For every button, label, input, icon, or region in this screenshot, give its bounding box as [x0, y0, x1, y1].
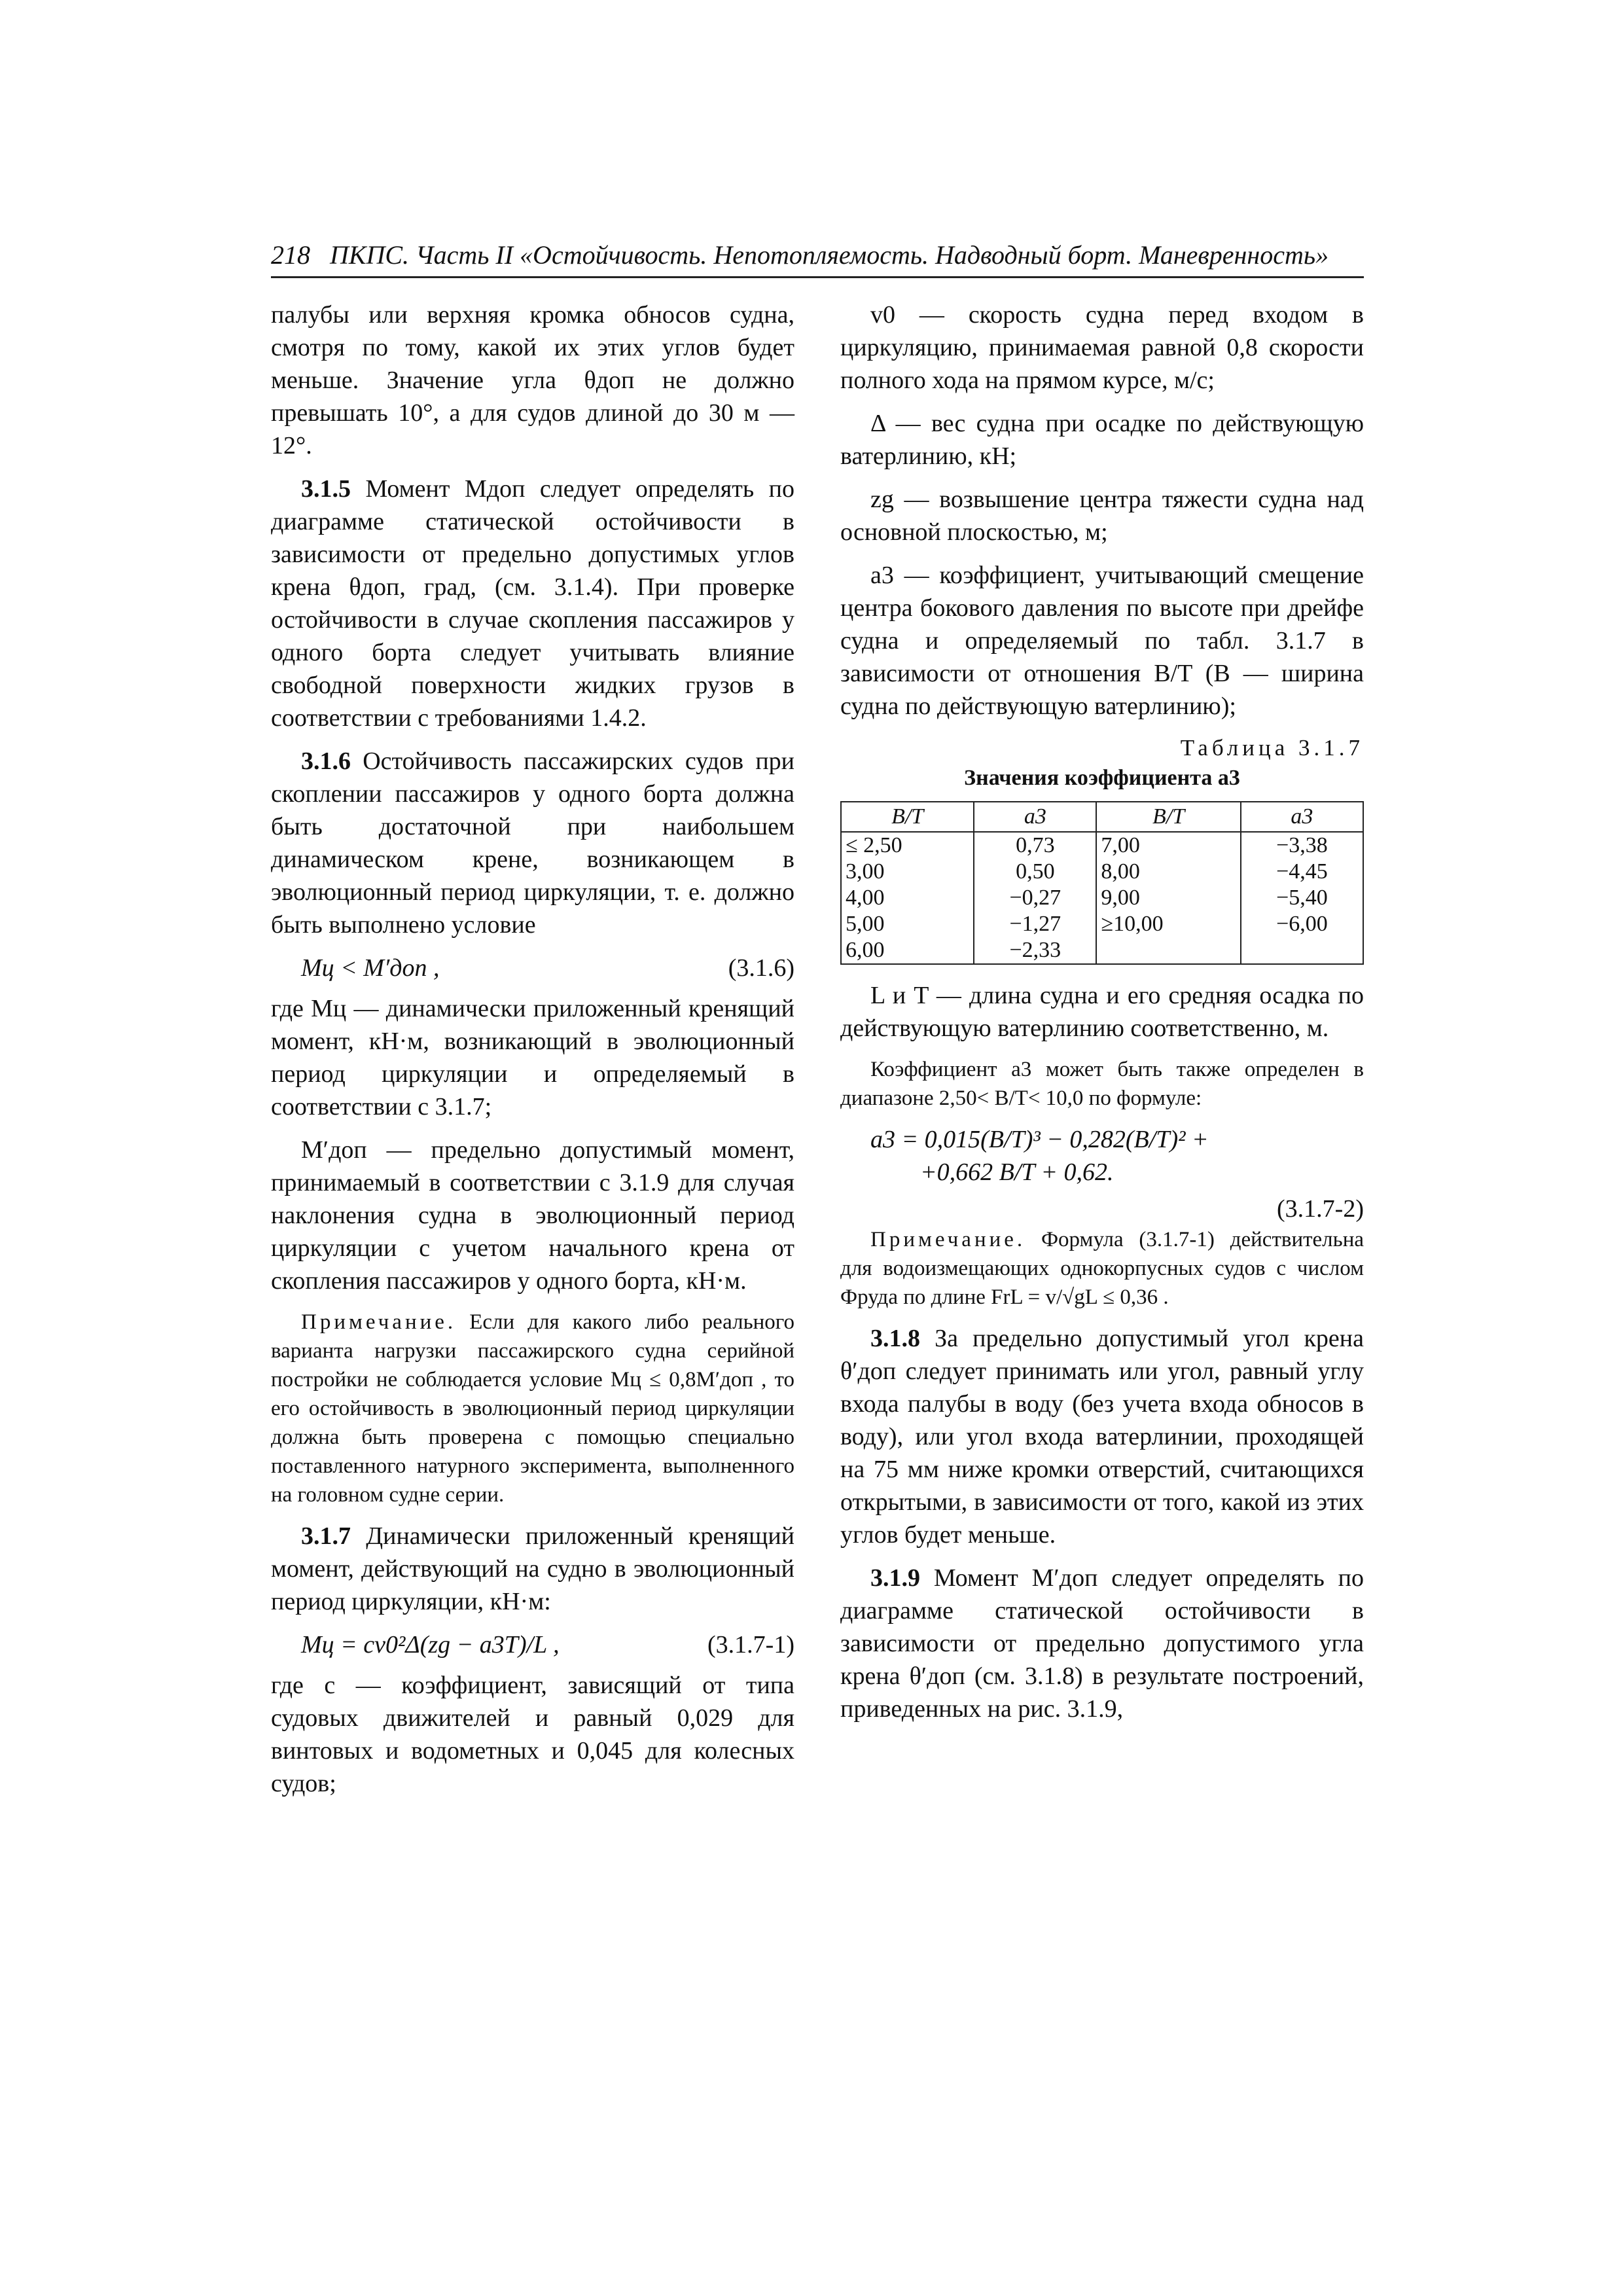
cell-value: 0,50 [1016, 859, 1055, 884]
section-3-1-5 [271, 473, 794, 734]
section-text: Момент M′доп следует определять по диаграмме статической остойчивости в зависимости от предельно допустимого угла крена θ′доп (см. 3.1.8) в результате построений, приведенных на рис. 3.1.9, [840, 1564, 1364, 1723]
table-row [841, 832, 1363, 964]
section-text: Момент Mдоп следует определять по диаграмме статической остойчивости в зависимости от предельно допустимых углов крена θдоп, град, (см. 3.1.4). При проверке остойчивости в случае скопления пассажиров у одного борта следует учитывать влияние свободной поверхности жидких грузов в соответствии с требованиями 1.4.2. [271, 475, 795, 732]
cell-value: −5,40 [1276, 886, 1328, 910]
right-column [840, 298, 1364, 1736]
formula-3-1-6 [271, 952, 794, 984]
cell-value: ≥10,00 [1101, 912, 1164, 936]
section-number: 3.1.5 [301, 475, 351, 503]
left-column [271, 298, 794, 1810]
cell-value: 9,00 [1101, 886, 1140, 910]
cell-value: −1,27 [1009, 912, 1061, 936]
table-title: Значения коэффициента a3 [964, 766, 1240, 790]
table-header-row [841, 802, 1363, 832]
cell-value: 0,73 [1016, 833, 1055, 857]
formula-number: (3.1.7-1) [707, 1631, 794, 1659]
cell-value: 4,00 [846, 886, 885, 910]
definition-c: где c — коэффициент, зависящий от типа судовых движителей и равный 0,029 для винтовых и водометных и 0,045 для колесных судов; [271, 1672, 794, 1797]
formula-3-1-7-1 [271, 1628, 794, 1661]
definition-mc: где Mц — динамически приложенный кренящий момент, кН·м, возникающий в эволюционный период циркуляции и определяемый в соответствии с 3.1.7; [271, 995, 794, 1121]
cell-value: −0,27 [1009, 886, 1061, 910]
definition-l-t: L и T — длина судна и его средняя осадка по действующую ватерлинию соответственно, м. [840, 982, 1364, 1042]
formula-body: Mц = cv0²Δ(zg − a3T)/L , [301, 1631, 560, 1659]
cell-value: ≤ 2,50 [846, 833, 902, 857]
cell-value: −6,00 [1276, 912, 1328, 936]
section-number: 3.1.6 [301, 747, 351, 775]
cell-value: −2,33 [1009, 938, 1061, 962]
formula-line: a3 = 0,015(B/T)³ − 0,282(B/T)² + [870, 1126, 1209, 1153]
table-header-cell: B/T [1096, 802, 1240, 832]
table-cell-a3 [974, 832, 1096, 964]
section-text: Остойчивость пассажирских судов при скоплении пассажиров у одного борта должна быть достаточной при наибольшем динамическом крене, возникающем в эволюционный период циркуляции, т. е. должно быть выполнено условие [271, 747, 794, 939]
formula-3-1-7-2 [840, 1123, 1364, 1189]
cell-value: 3,00 [846, 859, 885, 884]
section-3-1-9 [840, 1562, 1364, 1725]
section-text: За предельно допустимый угол крена θ′доп следует принимать или угол, равный углу входа палубы в воду (без учета входа обносов в воду), или угол входа ватерлинии, проходящей на 75 мм ниже кромки отверстий, считающихся открытыми, в зависимости от того, какой из этих углов будет меньше. [840, 1325, 1364, 1549]
table-header-cell: B/T [841, 802, 974, 832]
definition-a3: a3 — коэффициент, учитывающий смещение центра бокового давления по высоте при дрейфе судна и определяемый по табл. 3.1.7 в зависимости от отношения B/T (B — ширина судна по действующую ватерлинию); [840, 562, 1364, 720]
table-cell-a3 [1241, 832, 1363, 964]
cell-value: 8,00 [1101, 859, 1140, 884]
section-number: 3.1.7 [301, 1522, 351, 1550]
cell-value: −4,45 [1276, 859, 1328, 884]
formula-number: (3.1.7-2) [1277, 1195, 1364, 1223]
note-text: Если для какого либо реального варианта нагрузки пассажирского судна серийной постройки не соблюдается условие Mц ≤ 0,8M′доп , то его остойчивость в эволюционный период циркуляции должна быть проверена с помощью специально поставленного натурного эксперимента, выполненного на головном судне серии. [271, 1310, 795, 1507]
definition-delta: Δ — вес судна при осадке по действующую ватерлинию, кН; [840, 410, 1364, 470]
section-3-1-6 [271, 745, 794, 941]
cell-value: 5,00 [846, 912, 885, 936]
section-number: 3.1.9 [870, 1564, 920, 1592]
cell-value: −3,38 [1276, 833, 1328, 857]
page-number: 218 [271, 240, 310, 270]
formula-body: Mц < M′доп , [301, 954, 440, 982]
note-label: Примечание. [301, 1310, 457, 1334]
section-text: Динамически приложенный кренящий момент, действующий на судно в эволюционный период циркуляции, кН·м: [271, 1522, 794, 1615]
section-number: 3.1.8 [870, 1325, 920, 1352]
page-header [271, 237, 1364, 278]
table-header-cell: a3 [974, 802, 1096, 832]
table-caption: Таблица 3.1.7 [1180, 735, 1364, 761]
table-header-cell: a3 [1241, 802, 1363, 832]
table-cell-bt [1096, 832, 1240, 964]
paragraph-continued: палубы или верхняя кромка обносов судна, смотря по тому, какой их этих углов будет меньше. Значение угла θдоп не должно превышать 10°, а для судов длиной до 30 м — 12°. [271, 301, 794, 459]
coefficient-note: Коэффициент a3 может быть также определен в диапазоне 2,50< B/T< 10,0 по формуле: [840, 1058, 1364, 1110]
formula-number: (3.1.6) [728, 954, 794, 982]
coefficient-table [840, 801, 1364, 965]
formula-line: +0,662 B/T + 0,62. [920, 1158, 1114, 1186]
note-label: Примечание. [870, 1228, 1026, 1251]
note-block [840, 1225, 1364, 1312]
note-text: Формула (3.1.7-1) действительна для водоизмещающих однокорпусных судов с числом Фруда по длине FrL = v/√gL ≤ 0,36 . [840, 1228, 1364, 1309]
table-cell-bt [841, 832, 974, 964]
definition-zg: zg — возвышение центра тяжести судна над основной плоскостью, м; [840, 486, 1364, 546]
definition-mdop: M′доп — предельно допустимый момент, принимаемый в соответствии с 3.1.9 для случая наклонения судна в эволюционный период циркуляции с учетом начального крена от скопления пассажиров у одного борта, кН·м. [271, 1136, 794, 1295]
cell-value: 7,00 [1101, 833, 1140, 857]
running-title: ПКПС. Часть II «Остойчивость. Непотопляемость. Надводный борт. Маневренность» [330, 240, 1329, 270]
section-3-1-8 [840, 1322, 1364, 1551]
cell-value: 6,00 [846, 938, 885, 962]
definition-v0: v0 — скорость судна перед входом в циркуляцию, принимаемая равной 0,8 скорости полного хода на прямом курсе, м/с; [840, 301, 1364, 394]
section-3-1-7 [271, 1520, 794, 1618]
note-block [271, 1308, 794, 1509]
